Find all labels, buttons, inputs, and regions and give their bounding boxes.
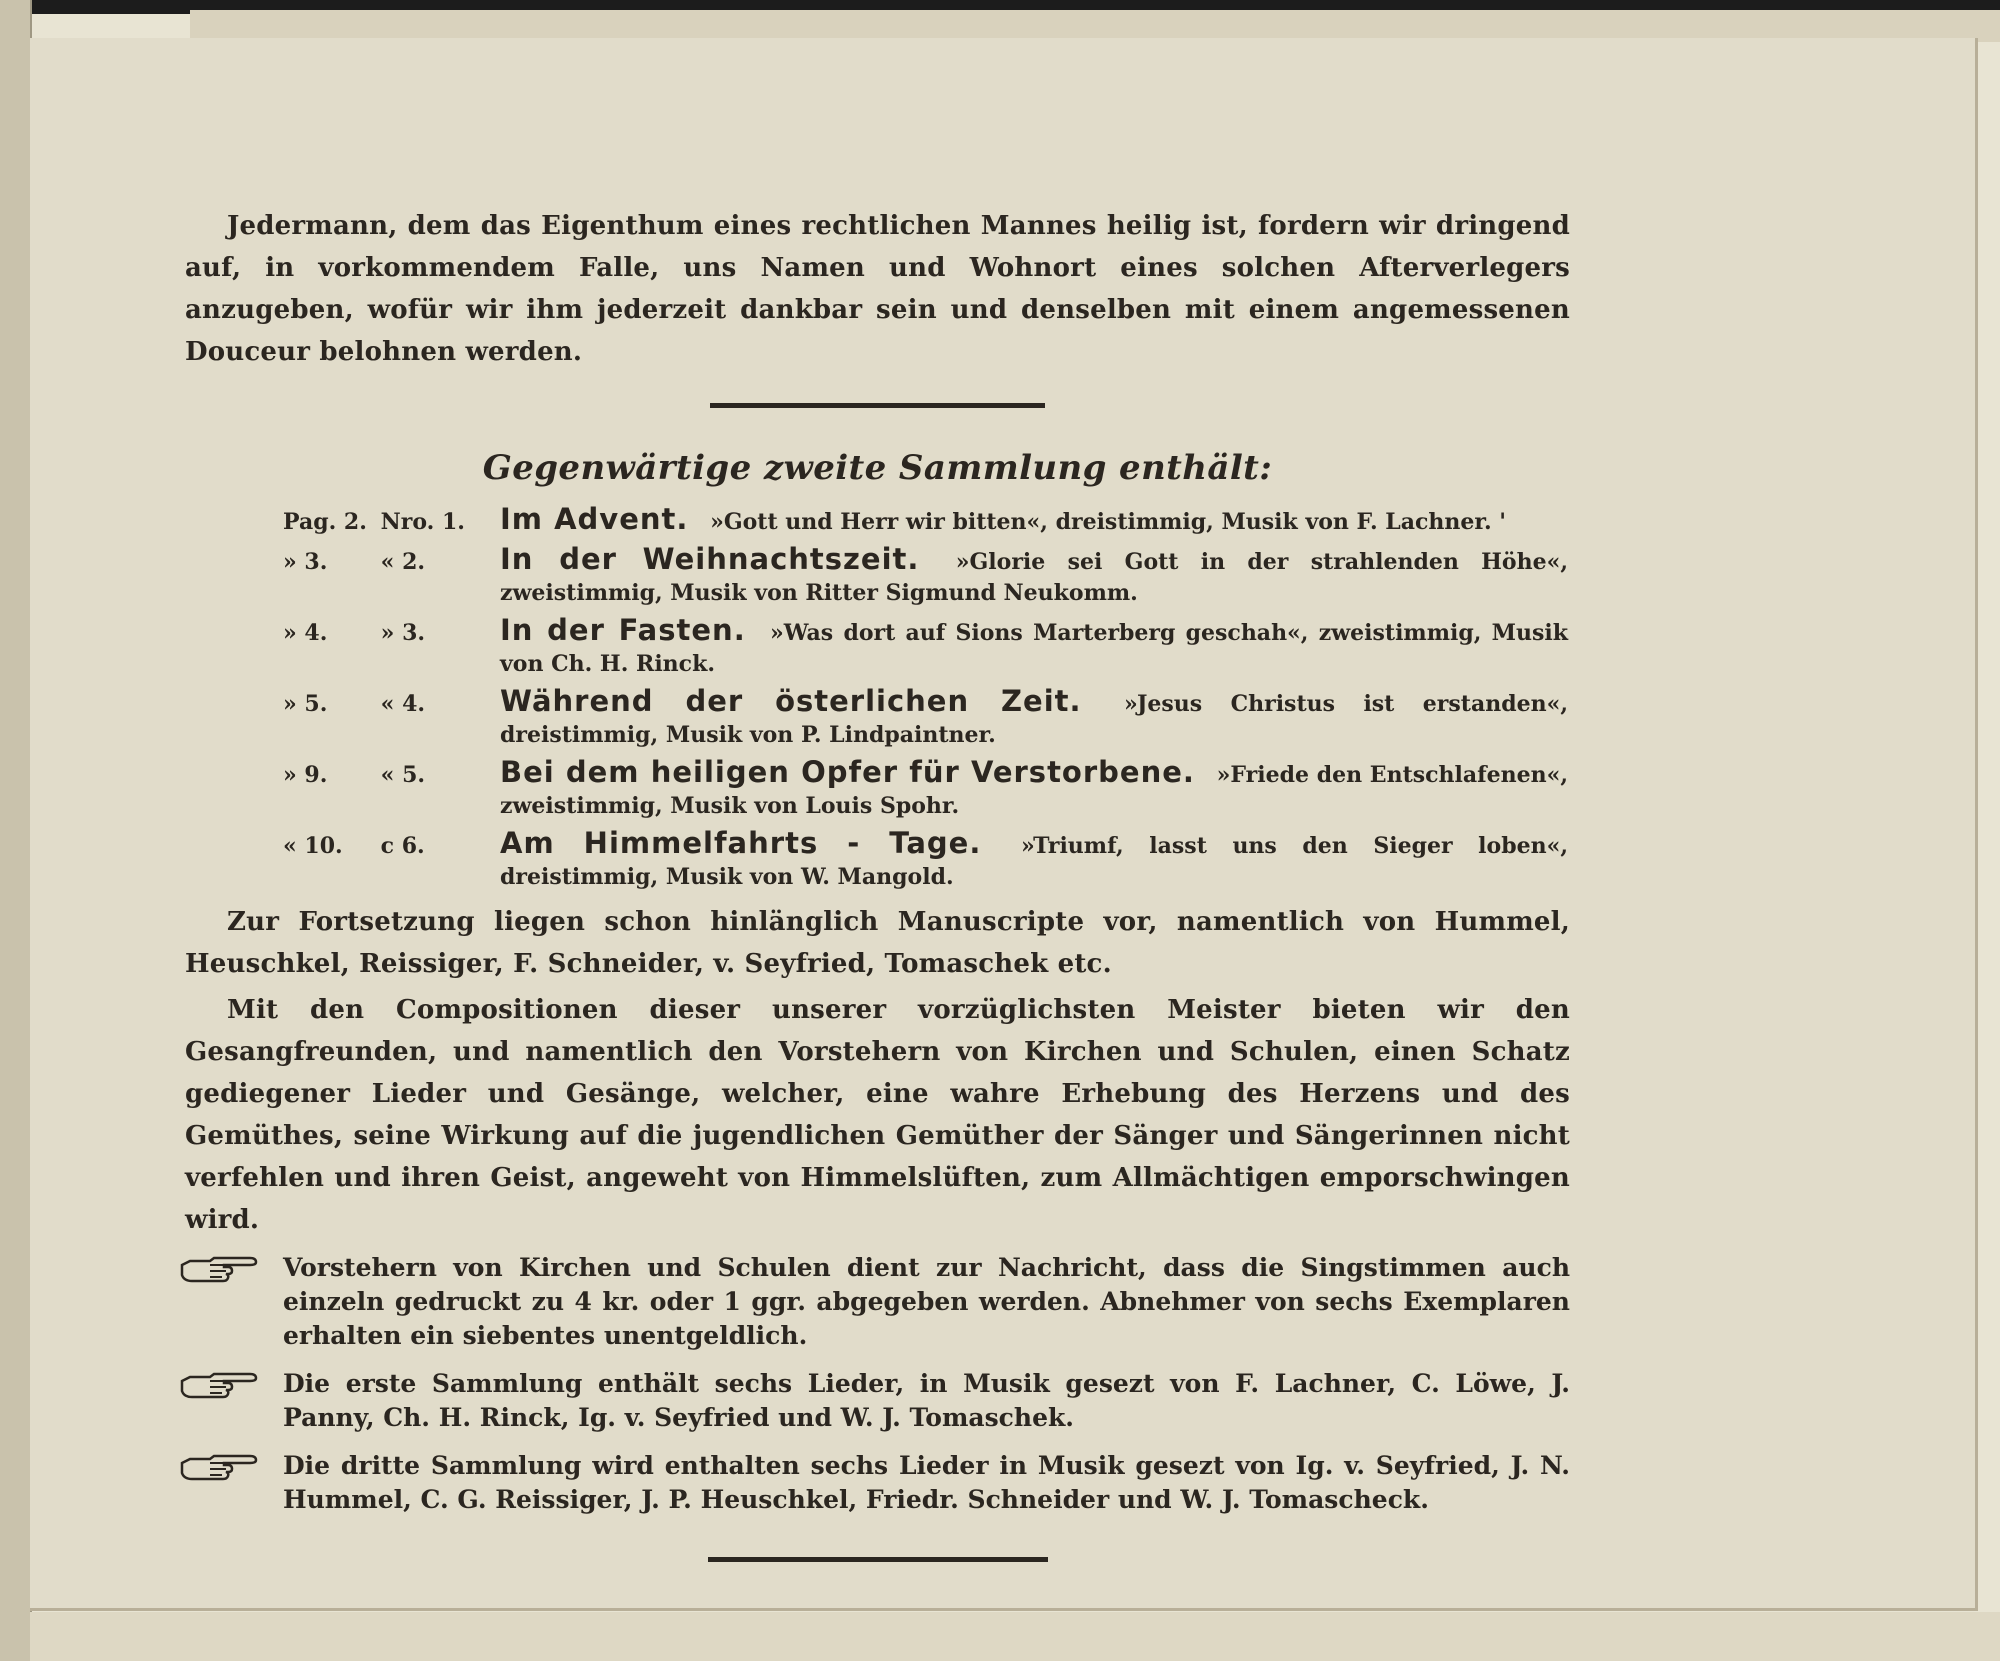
note-item — [185, 1251, 1570, 1353]
note-text: Vorstehern von Kirchen und Schulen dient zur Nachricht, dass die Singstimmen auch einzeln gedruckt zu 4 kr. oder 1 ggr. abgegeben werden. Abnehmer von sechs Exemplaren erhalten ein siebentes unentgeldlich. — [283, 1253, 1570, 1350]
song-description: »Jesus Christus ist erstanden«, dreistimmig, Musik von P. Lindpaintner. — [500, 691, 1568, 748]
contents-entry — [283, 615, 1568, 680]
song-title: In der Weihnachtszeit. — [500, 542, 920, 576]
pointing-hand-icon — [180, 1369, 258, 1399]
book-spine-edge — [0, 0, 32, 1661]
note-item — [185, 1449, 1570, 1517]
contents-entry — [283, 504, 1568, 538]
contents-entry — [283, 828, 1568, 893]
song-title: Am Himmelfahrts - Tage. — [500, 826, 982, 860]
note-item — [185, 1367, 1570, 1435]
song-description: »Glorie sei Gott in der strahlenden Höhe«, zweistimmig, Musik von Ritter Sigmund Neukomm. — [500, 549, 1569, 606]
number-ref: » 3. — [380, 620, 426, 646]
song-title: In der Fasten. — [500, 613, 746, 647]
page-ref: » 3. — [283, 549, 328, 575]
song-description: »Friede den Entschlafenen«, zweistimmig, Musik von Louis Spohr. — [500, 762, 1568, 819]
contents-entry — [283, 544, 1568, 609]
page-ref: » 4. — [283, 620, 328, 646]
song-title: Bei dem heiligen Opfer für Verstorbene. — [500, 755, 1195, 789]
song-description: »Gott und Herr wir bitten«, dreistimmig, Musik von F. Lachner. ' — [710, 509, 1507, 535]
page-ref: « 10. — [283, 833, 343, 859]
continuation-paragraph: Zur Fortsetzung liegen schon hinlänglich Manuscripte vor, namentlich von Hummel, Heuschkel, Reissiger, F. Schneider, v. Seyfried, Tomaschek etc. — [185, 907, 1570, 979]
number-ref: c 6. — [380, 833, 425, 859]
note-text: Die dritte Sammlung wird enthalten sechs Lieder in Musik gesezt von Ig. v. Seyfried, J. N. Hummel, C. G. Reissiger, J. P. Heuschkel, Friedr. Schneider und W. J. Tomascheck. — [283, 1451, 1570, 1514]
contents-entry — [283, 757, 1568, 822]
collection-heading: Gegenwärtige zweite Sammlung enthält: — [482, 448, 1273, 488]
number-ref: « 4. — [380, 691, 426, 717]
number-ref: « 5. — [380, 762, 426, 788]
page-content — [185, 205, 1570, 1562]
song-title: Im Advent. — [500, 502, 689, 536]
contents-list — [283, 504, 1568, 893]
notes-list — [185, 1251, 1570, 1517]
number-ref: Nro. 1. — [380, 509, 465, 535]
song-title: Während der österlichen Zeit. — [500, 684, 1082, 718]
pointing-hand-icon — [180, 1451, 258, 1481]
compositions-paragraph: Mit den Compositionen dieser unserer vorzüglichsten Meister bieten wir den Gesangfreunden, und namentlich den Vorstehern von Kirchen und Schulen, einen Schatz gediegener Lieder und Gesänge, welcher, eine wahre Erhebung des Herzens und des Gemüthes, seine Wirkung auf die jugendlichen Gemüther der Sänger und Sängerinnen nicht verfehlen und ihren Geist, angeweht von Himmelslüften, zum Allmächtigen emporschwingen wird. — [185, 995, 1570, 1235]
number-ref: « 2. — [380, 549, 426, 575]
intro-paragraph: Jedermann, dem das Eigenthum eines rechtlichen Mannes heilig ist, fordern wir dringend auf, in vorkommendem Falle, uns Namen und Wohnort eines solchen Afterverlegers anzugeben, wofür wir ihm jederzeit dankbar sein und denselben mit einem angemessenen Douceur belohnen werden. — [185, 211, 1570, 367]
pointing-hand-icon — [180, 1253, 258, 1283]
contents-entry — [283, 686, 1568, 751]
page-ref: Pag. 2. — [283, 509, 367, 535]
underlying-page-bottom — [30, 1612, 2000, 1661]
page-ref: » 9. — [283, 762, 328, 788]
section-divider — [710, 403, 1045, 408]
end-divider — [708, 1557, 1048, 1562]
song-description: »Was dort auf Sions Marterberg geschah«, zweistimmig, Musik von Ch. H. Rinck. — [500, 620, 1568, 677]
song-description: »Triumf, lasst uns den Sieger loben«, dreistimmig, Musik von W. Mangold. — [500, 833, 1568, 890]
note-text: Die erste Sammlung enthält sechs Lieder, in Musik gesezt von F. Lachner, C. Löwe, J. Panny, Ch. H. Rinck, Ig. v. Seyfried und W. J. Tomaschek. — [283, 1369, 1570, 1432]
page-ref: » 5. — [283, 691, 328, 717]
